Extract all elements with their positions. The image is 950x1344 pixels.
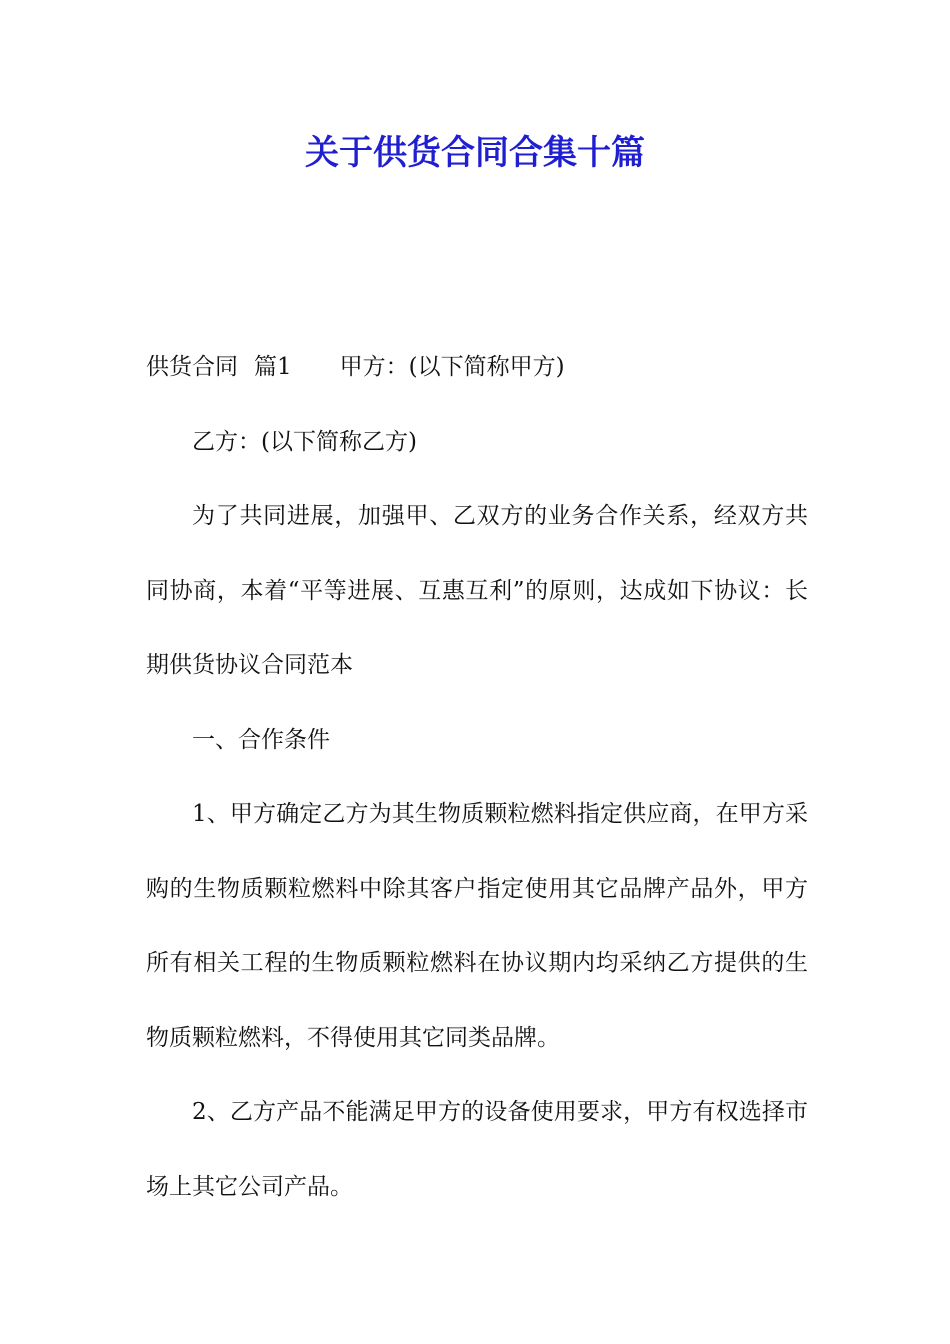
party-b: 乙方：(以下简称乙方): [192, 428, 417, 455]
clause-2: 2、乙方产品不能满足甲方的设备使用要求，甲方有权选择市场上其它公司产品。: [146, 1099, 808, 1200]
intro-paragraph: 为了共同进展，加强甲、乙双方的业务合作关系，经双方共同协商，本着“平等进展、互惠互利”的原则，达成如下协议：长期供货协议合同范本: [146, 503, 808, 678]
clause-heading: 一、合作条件: [192, 726, 330, 753]
section-number: 篇1: [254, 354, 292, 380]
section-heading-line: [146, 330, 808, 405]
clause-1: 1、甲方确定乙方为其生物质颗粒燃料指定供应商，在甲方采购的生物质颗粒燃料中除其客户指定使用其它品牌产品外，甲方所有相关工程的生物质颗粒燃料在协议期内均采纳乙方提供的生物质颗粒燃料，不得使用其它同类品牌。: [146, 801, 808, 1051]
party-a: 甲方：(以下简称甲方): [339, 354, 565, 380]
section-label: 供货合同: [146, 354, 238, 380]
document-title: 关于供货合同合集十篇: [305, 133, 645, 173]
document-body: [146, 330, 808, 1224]
